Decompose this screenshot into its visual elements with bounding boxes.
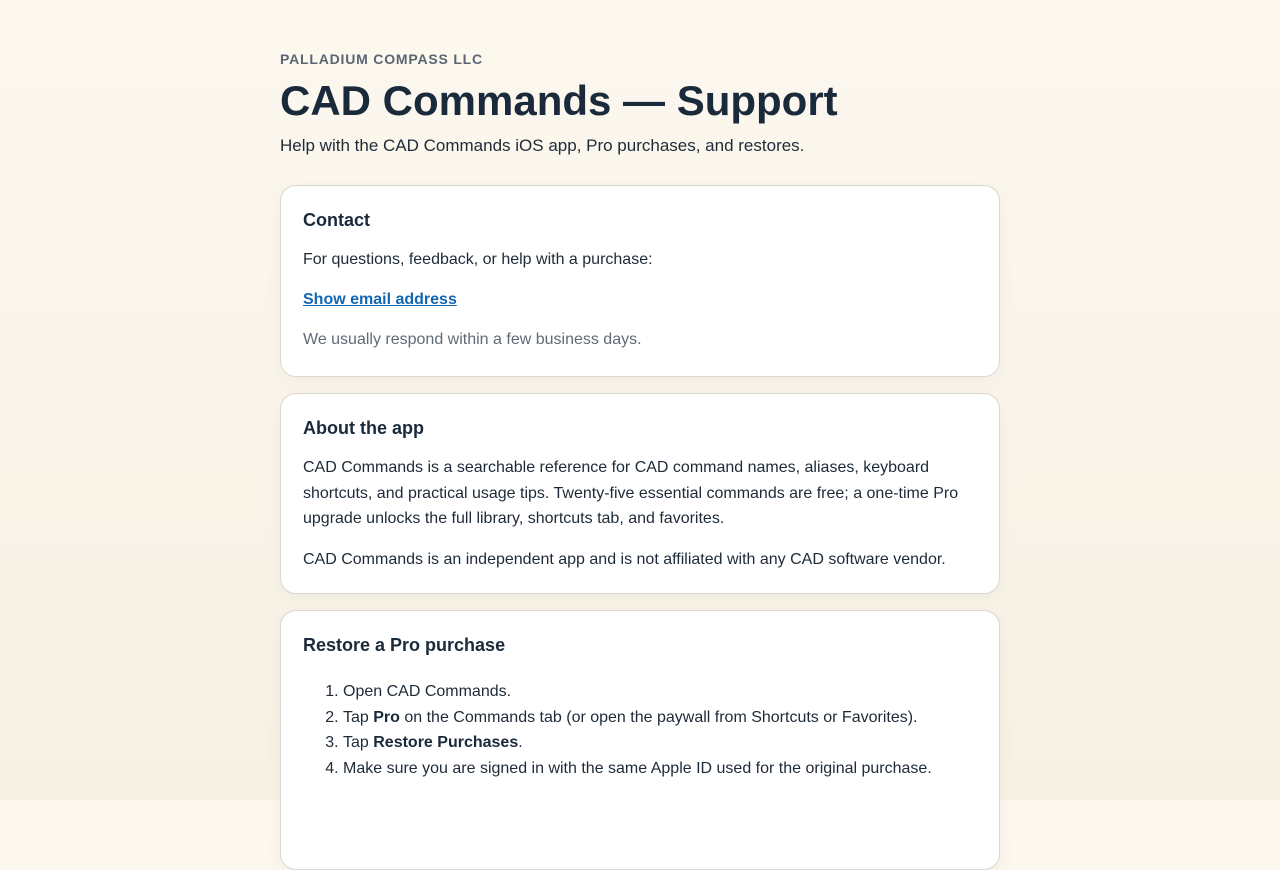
- page-subtitle: Help with the CAD Commands iOS app, Pro purchases, and restores.: [280, 136, 805, 155]
- contact-intro: For questions, feedback, or help with a purchase:: [303, 251, 653, 268]
- step-text: Open CAD Commands.: [343, 683, 512, 700]
- step-text-before: Tap: [343, 708, 374, 726]
- restore-step: [343, 679, 977, 705]
- about-heading: About the app: [303, 418, 424, 438]
- show-email-link[interactable]: Show email address: [303, 290, 457, 308]
- contact-card: [280, 185, 1000, 377]
- step-text-before: Tap: [343, 734, 374, 752]
- restore-heading: Restore a Pro purchase: [303, 635, 506, 655]
- page-title: CAD Commands — Support: [280, 77, 838, 124]
- support-page: [280, 0, 1000, 870]
- company-name: PALLADIUM COMPASS LLC: [280, 51, 483, 67]
- restore-steps-list: [303, 679, 977, 782]
- response-note: We usually respond within a few business days.: [303, 330, 642, 348]
- about-card: [280, 393, 1000, 594]
- contact-heading: Contact: [303, 210, 370, 230]
- restore-card: [280, 610, 1000, 870]
- step-text-after: .: [518, 734, 523, 752]
- about-disclaimer: CAD Commands is an independent app and is not affiliated with any CAD software vendor.: [303, 550, 946, 568]
- restore-step: [343, 705, 977, 731]
- step-text-bold: Restore Purchases: [373, 734, 519, 752]
- step-text-after: on the Commands tab (or open the paywall from Shortcuts or Favorites).: [399, 708, 918, 726]
- restore-step: [343, 756, 977, 782]
- about-description: CAD Commands is a searchable reference for CAD command names, aliases, keyboard shortcuts, and practical usage tips. Twenty-five essential commands are free; a one-time Pro upgrade unlocks the full library, shortcuts tab, and favorites.: [303, 459, 959, 527]
- step-text: Make sure you are signed in with the same Apple ID used for the original purchase.: [343, 760, 932, 778]
- restore-step: [343, 730, 977, 756]
- step-text-bold: Pro: [373, 708, 400, 726]
